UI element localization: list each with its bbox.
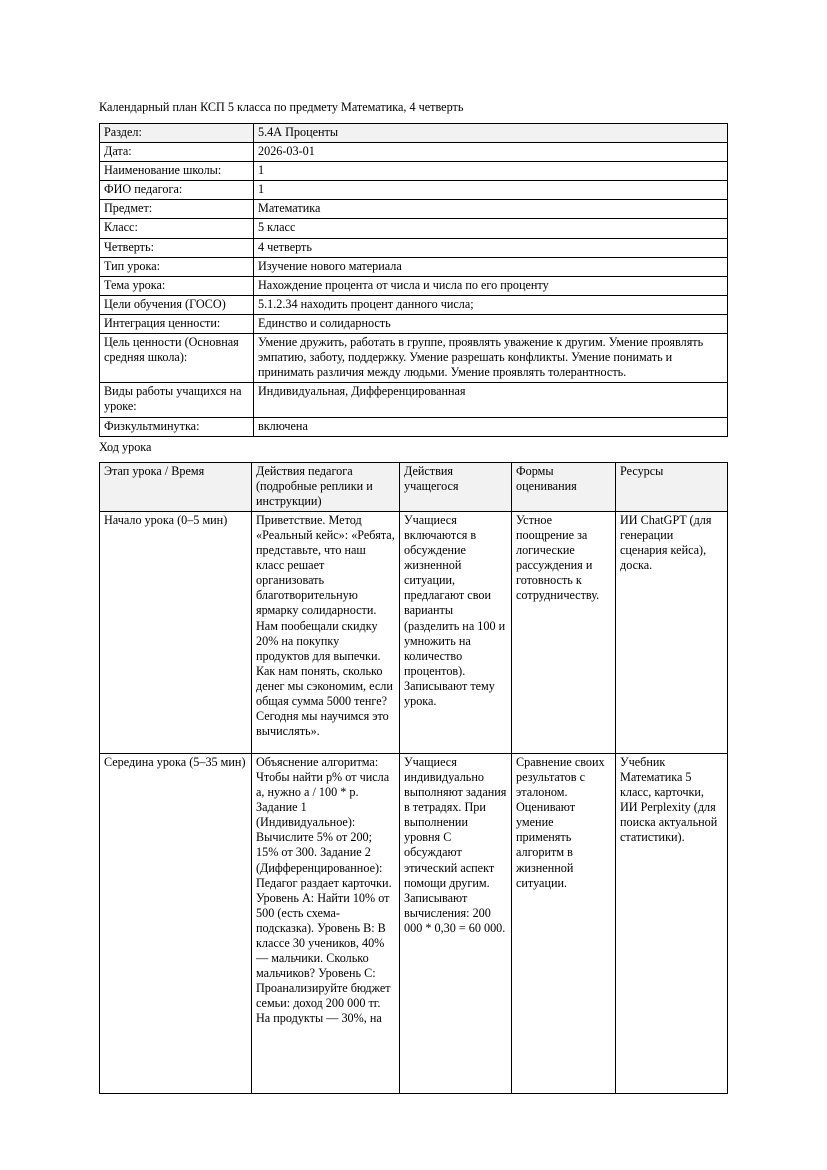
table-row [100,162,728,181]
flow-cell-resources [616,753,728,1093]
info-label-cell: Предмет: [100,200,254,219]
flow-cell-text: Начало урока (0–5 мин) [104,512,228,527]
flow-cell-text: Объяснение алгоритма: Чтобы найти p% от числа a, нужно a / 100 * p. Задание 1 (Индивидуальное): Вычислите 5% от 200; 15% от 300. Задание 2 (Дифференцированное): Педагог раздает карточки. Уровень А: Найти 10% от 500 (есть схема-подсказка). Уровень В: В классе 30 учеников, 40% — мальчики. Сколько мальчиков? Уровень С: Проанализируйте бюджет семьи: доход 200 000 тг. На продукты — 30%, на [256,754,392,1026]
info-value-cell: 1 [254,162,728,181]
info-value-cell: 5 класс [254,219,728,238]
info-label-cell: Интеграция ценности: [100,314,254,333]
info-value-cell: 5.4А Проценты [254,124,728,143]
flow-cell-text: Учащиеся включаются в обсуждение жизненной ситуации, предлагают свои варианты (разделить на 100 и умножить на количество процентов). Записывают тему урока. [404,512,506,708]
table-row [100,511,728,753]
info-value-cell: Единство и солидарность [254,314,728,333]
info-value-cell: 5.1.2.34 находить процент данного числа; [254,295,728,314]
flow-cell-stage [100,511,252,753]
table-row [100,124,728,143]
info-value-cell: 4 четверть [254,238,728,257]
table-row [100,181,728,200]
info-label-cell: Наименование школы: [100,162,254,181]
info-label-cell: Тип урока: [100,257,254,276]
flow-cell-teacher [252,753,400,1093]
table-row [100,753,728,1093]
info-label-cell: Класс: [100,219,254,238]
flow-column-header: Ресурсы [616,462,728,511]
table-row [100,143,728,162]
info-value-cell: 1 [254,181,728,200]
table-row [100,314,728,333]
info-value-cell: включена [254,417,728,436]
table-row [100,383,728,417]
info-value-cell: Изучение нового материала [254,257,728,276]
page-title: Календарный план КСП 5 класса по предмету Математика, 4 четверть [99,100,464,114]
info-label-cell: Цели обучения (ГОСО) [100,295,254,314]
lesson-flow-heading: Ход урока [99,439,152,454]
flow-column-header: Этап урока / Время [100,462,252,511]
flow-cell-student [400,511,512,753]
flow-cell-text: Приветствие. Метод «Реальный кейс»: «Ребята, представьте, что наш класс решает организовать благотворительную ярмарку солидарности. Нам пообещали скидку 20% на покупку продуктов для выпечки. Как нам понять, сколько денег мы сэкономим, если общая сумма 5000 тенге? Сегодня мы научимся это вычислять». [256,512,395,739]
table-row [100,219,728,238]
flow-cell-text: ИИ ChatGPT (для генерации сценария кейса), доска. [620,512,712,573]
flow-cell-text: Учащиеся индивидуально выполняют задания в тетрадях. При выполнении уровня С обсуждают этический аспект помощи другим. Записывают вычисления: 200 000 * 0,30 = 60 000. [404,754,507,935]
table-row [100,276,728,295]
table-row [100,200,728,219]
flow-column-header: Действия учащегося [400,462,512,511]
flow-cell-teacher [252,511,400,753]
table-row [100,417,728,436]
flow-cell-text: Учебник Математика 5 класс, карточки, ИИ Perplexity (для поиска актуальной статистики). [620,754,718,845]
info-label-cell: Физкультминутка: [100,417,254,436]
lesson-flow-table [99,462,728,1094]
info-value-cell: Индивидуальная, Дифференцированная [254,383,728,417]
flow-table-header-row [100,462,728,511]
table-row [100,257,728,276]
info-value-cell: Нахождение процента от числа и числа по его проценту [254,276,728,295]
flow-cell-assessment [512,511,616,753]
table-row [100,334,728,383]
flow-cell-resources [616,511,728,753]
flow-cell-assessment [512,753,616,1093]
table-row [100,238,728,257]
info-label-cell: Раздел: [100,124,254,143]
flow-cell-text: Устное поощрение за логические рассуждения и готовность к сотрудничеству. [516,512,600,603]
flow-column-header: Формы оценивания [512,462,616,511]
flow-cell-student [400,753,512,1093]
flow-cell-text: Сравнение своих результатов с эталоном. Оценивают умение применять алгоритм в жизненной ситуации. [516,754,605,890]
info-label-cell: ФИО педагога: [100,181,254,200]
table-row [100,295,728,314]
flow-cell-text: Середина урока (5–35 мин) [104,754,246,769]
info-value-cell: Умение дружить, работать в группе, проявлять уважение к другим. Умение проявлять эмпатию, заботу, поддержку. Умение разрешать конфликты. Умение понимать и принимать различия между людьми. Умение проявлять толерантность. [254,334,728,383]
info-label-cell: Тема урока: [100,276,254,295]
lesson-info-table [99,123,728,437]
info-label-cell: Четверть: [100,238,254,257]
flow-column-header: Действия педагога (подробные реплики и инструкции) [252,462,400,511]
info-label-cell: Дата: [100,143,254,162]
flow-cell-stage [100,753,252,1093]
info-label-cell: Виды работы учащихся на уроке: [100,383,254,417]
info-label-cell: Цель ценности (Основная средняя школа): [100,334,254,383]
info-value-cell: Математика [254,200,728,219]
info-value-cell: 2026-03-01 [254,143,728,162]
